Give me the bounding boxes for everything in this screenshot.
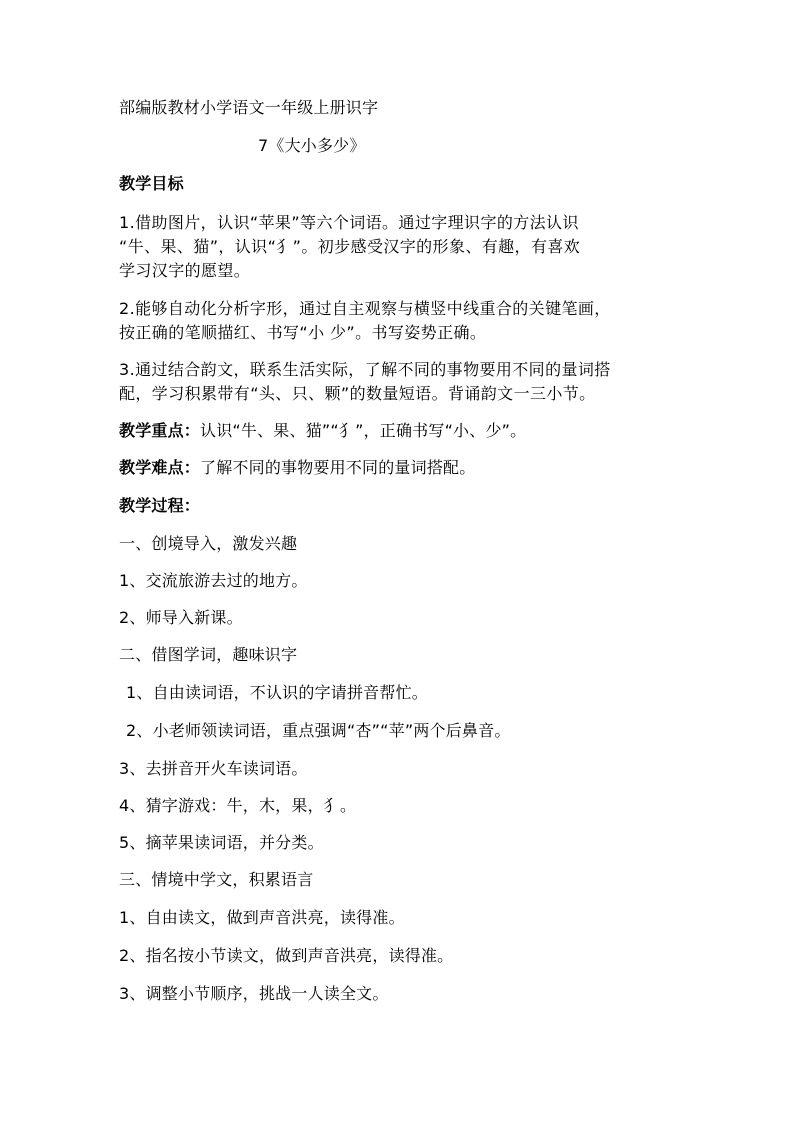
goal-paragraph-2 [119, 297, 679, 345]
section-2-item-1: 1、自由读词语，不认识的字请拼音帮忙。 [126, 683, 428, 702]
goal-1-line-3: 学习汉字的愿望。 [119, 261, 251, 280]
goal-2-line-2: 按正确的笔顺描红、书写“小 少”。书写姿势正确。 [119, 323, 487, 342]
difficulty-label: 教学难点： [119, 458, 201, 477]
goal-paragraph-3 [119, 358, 679, 406]
section-1-item-2: 2、师导入新课。 [119, 608, 243, 627]
goal-1-line-1: 1.借助图片，认识“苹果”等六个词语。通过字理识字的方法认识 [119, 213, 579, 232]
document-title: 部编版教材小学语文一年级上册识字 [119, 98, 379, 117]
section-3-item-1: 1、自由读文，做到声音洪亮，读得准。 [119, 908, 405, 927]
section-1-item-1: 1、交流旅游去过的地方。 [119, 571, 308, 590]
section-2-item-3: 3、去拼音开火车读词语。 [119, 759, 308, 778]
section-2-item-5: 5、摘苹果读词语，并分类。 [119, 833, 324, 852]
section-1-title: 一、创境导入，激发兴趣 [119, 534, 298, 553]
goal-3-line-2: 配，学习积累带有“头、只、颗”的数量短语。背诵韵文一三小节。 [119, 384, 596, 403]
section-3-item-2: 2、指名按小节读文，做到声音洪亮，读得准。 [119, 946, 454, 965]
key-point-text: 认识“牛、果、猫”“犭”，正确书写“小、少”。 [200, 421, 527, 440]
section-2-title: 二、借图学词，趣味识字 [119, 645, 298, 664]
goal-paragraph-1 [119, 211, 679, 283]
key-point-line [119, 421, 526, 441]
difficulty-line [119, 458, 475, 478]
section-2-item-2: 2、小老师领读词语，重点强调“杏”“苹”两个后鼻音。 [126, 721, 511, 740]
section-2-item-4: 4、猜字游戏：牛，木，果，犭。 [119, 796, 357, 815]
goal-3-line-1: 3.通过结合韵文，联系生活实际，了解不同的事物要用不同的量词搭 [119, 360, 611, 379]
goal-1-line-2: “牛、果、猫”，认识“犭”。初步感受汉字的形象、有趣，有喜欢 [119, 237, 581, 256]
process-heading: 教学过程： [119, 496, 201, 515]
difficulty-text: 了解不同的事物要用不同的量词搭配。 [200, 458, 476, 477]
goal-2-line-1: 2.能够自动化分析字形，通过自主观察与横竖中线重合的关键笔画， [119, 299, 611, 318]
key-point-label: 教学重点： [119, 421, 201, 440]
section-3-item-3: 3、调整小节顺序，挑战一人读全文。 [119, 984, 389, 1003]
section-3-title: 三、情境中学文，积累语言 [119, 870, 314, 889]
lesson-title: 7《大小多少》 [258, 136, 366, 155]
goals-heading: 教学目标 [119, 174, 184, 193]
